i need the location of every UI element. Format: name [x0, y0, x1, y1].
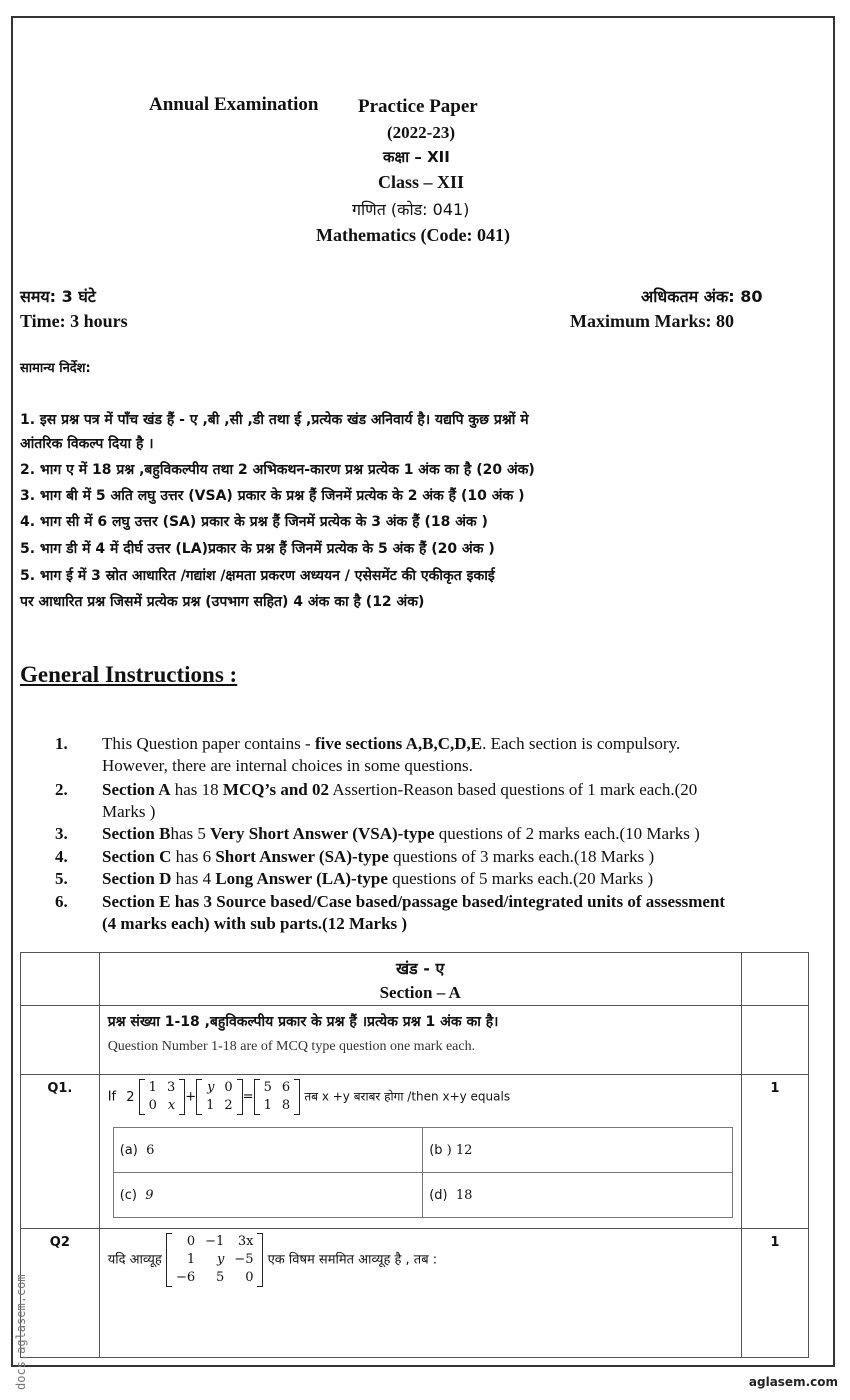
hindi-instruction-line: 3. भाग बी में 5 अति लघु उत्तर (VSA) प्रकार के प्रश्न हैं जिनमें प्रत्येक के 2 अंक हैं (10 अंक )	[20, 488, 525, 504]
footer-brand: aglasem.com	[748, 1375, 838, 1389]
time-hindi: समय: 3 घंटे	[20, 287, 96, 306]
question-table	[20, 952, 809, 1358]
instruction-text: Section Bhas 5 Very Short Answer (VSA)-type questions of 2 marks each.(10 Marks )	[102, 824, 700, 843]
option-c[interactable]: (c) 9	[113, 1173, 423, 1218]
hindi-instruction-line: 4. भाग सी में 6 लघु उत्तर (SA) प्रकार के प्रश्न हैं जिनमें प्रत्येक के 3 अंक हैं (18 अंक )	[20, 514, 488, 530]
section-note-row	[21, 1006, 809, 1075]
q1-statement: If 2 1 3 0 x + y 0 1 2 = 5 6 1 8 तब x +y बराबर होगा /then x+y equals	[107, 1080, 511, 1113]
exam-title-b: Practice Paper	[358, 96, 478, 117]
matrix-a: 1 3 0 x	[139, 1079, 186, 1115]
hindi-instruction-line: 5. भाग ई में 3 स्रोत आधारित /गद्यांश /क्षमता प्रकरण अध्ययन / एसेसमेंट की एकीकृत इकाई	[20, 568, 495, 584]
hindi-instructions-heading: सामान्य निर्देश:	[20, 361, 91, 376]
section-note-english: Question Number 1-18 are of MCQ type question one mark each.	[107, 1039, 476, 1054]
question-row	[21, 1229, 809, 1358]
max-marks-english: Maximum Marks: 80	[570, 311, 734, 331]
question-marks: 1	[741, 1229, 808, 1358]
question-number: Q2	[21, 1229, 100, 1358]
question-number: Q1.	[21, 1075, 100, 1229]
matrix-b: y 0 1 2	[196, 1079, 243, 1115]
watermark: docs.aglasem.com	[14, 1274, 28, 1390]
instruction-text: Section A has 18 MCQ’s and 02 Assertion-Reason based questions of 1 mark each.(20 Marks )	[102, 780, 698, 821]
section-title-row	[21, 953, 809, 1006]
class-hindi: कक्षा – XII	[383, 148, 450, 166]
class-english: Class – XII	[378, 172, 465, 192]
instruction-item: 4.	[55, 847, 68, 866]
instruction-text: Section D has 4 Long Answer (LA)-type questions of 5 marks each.(20 Marks )	[102, 869, 654, 888]
max-marks-hindi: अधिकतम अंक: 80	[641, 287, 763, 306]
instruction-item: 2.	[55, 780, 68, 799]
instruction-item: 1.	[55, 734, 68, 753]
exam-year: (2022-23)	[387, 123, 455, 142]
hindi-instruction-line: 1. इस प्रश्न पत्र में पाँच खंड हैं - ए ,बी ,सी ,डी तथा ई ,प्रत्येक खंड अनिवार्य है। यद्यपि कुछ प्रश्नों मे	[20, 412, 529, 428]
time-english: Time: 3 hours	[20, 311, 128, 331]
matrix-c: 5 6 1 8	[254, 1079, 301, 1115]
hindi-instruction-line: 2. भाग ए में 18 प्रश्न ,बहुविकल्पीय तथा 2 अभिकथन-कारण प्रश्न प्रत्येक 1 अंक का है (20 अंक)	[20, 462, 535, 478]
instruction-item: 6.	[55, 892, 68, 911]
matrix-q2: 0 −1 3x 1 y −5 −6 5 0	[166, 1233, 264, 1287]
instruction-text: Section C has 6 Short Answer (SA)-type questions of 3 marks each.(18 Marks )	[102, 847, 655, 866]
exam-title-a: Annual Examination	[149, 94, 319, 115]
question-marks: 1	[741, 1075, 808, 1229]
instruction-text: Section E has 3 Source based/Case based/passage based/integrated units of assessment (4 marks each) with sub parts.(12 Marks )	[102, 892, 726, 933]
instruction-item: 5.	[55, 869, 68, 888]
section-title-english: Section – A	[379, 983, 461, 1002]
instruction-text: This Question paper contains - five sections A,B,C,D,E. Each section is compulsory. However, there are internal choices in some questions.	[102, 734, 681, 775]
hindi-instruction-line: पर आधारित प्रश्न जिसमें प्रत्येक प्रश्न (उपभाग सहित) 4 अंक का है (12 अंक)	[20, 594, 425, 610]
section-note-hindi: प्रश्न संख्या 1-18 ,बहुविकल्पीय प्रकार के प्रश्न हैं ।प्रत्येक प्रश्न 1 अंक का है।	[107, 1014, 499, 1030]
exam-title	[149, 94, 318, 116]
option-d[interactable]: (d) 18	[423, 1173, 733, 1218]
hindi-instruction-line: 5. भाग डी में 4 में दीर्घ उत्तर (LA)प्रकार के प्रश्न हैं जिनमें प्रत्येक के 5 अंक हैं (20 अंक )	[20, 541, 495, 557]
hindi-instruction-line: आंतरिक विकल्प दिया है ।	[20, 436, 154, 452]
subject-hindi: गणित (कोड: 041)	[352, 200, 470, 219]
q1-options	[113, 1127, 733, 1218]
subject-english: Mathematics (Code: 041)	[316, 225, 510, 245]
general-instructions-heading: General Instructions :	[20, 662, 238, 687]
question-row	[21, 1075, 809, 1229]
instruction-item: 3.	[55, 824, 68, 843]
q2-statement: यदि आव्यूह 0 −1 3x 1 y −5 −6 5 0 एक विषम सममित आव्यूह है , तब :	[107, 1234, 438, 1285]
option-a[interactable]: (a) 6	[113, 1128, 423, 1173]
section-title-hindi: खंड - ए	[396, 959, 445, 978]
option-b[interactable]: (b ) 12	[423, 1128, 733, 1173]
